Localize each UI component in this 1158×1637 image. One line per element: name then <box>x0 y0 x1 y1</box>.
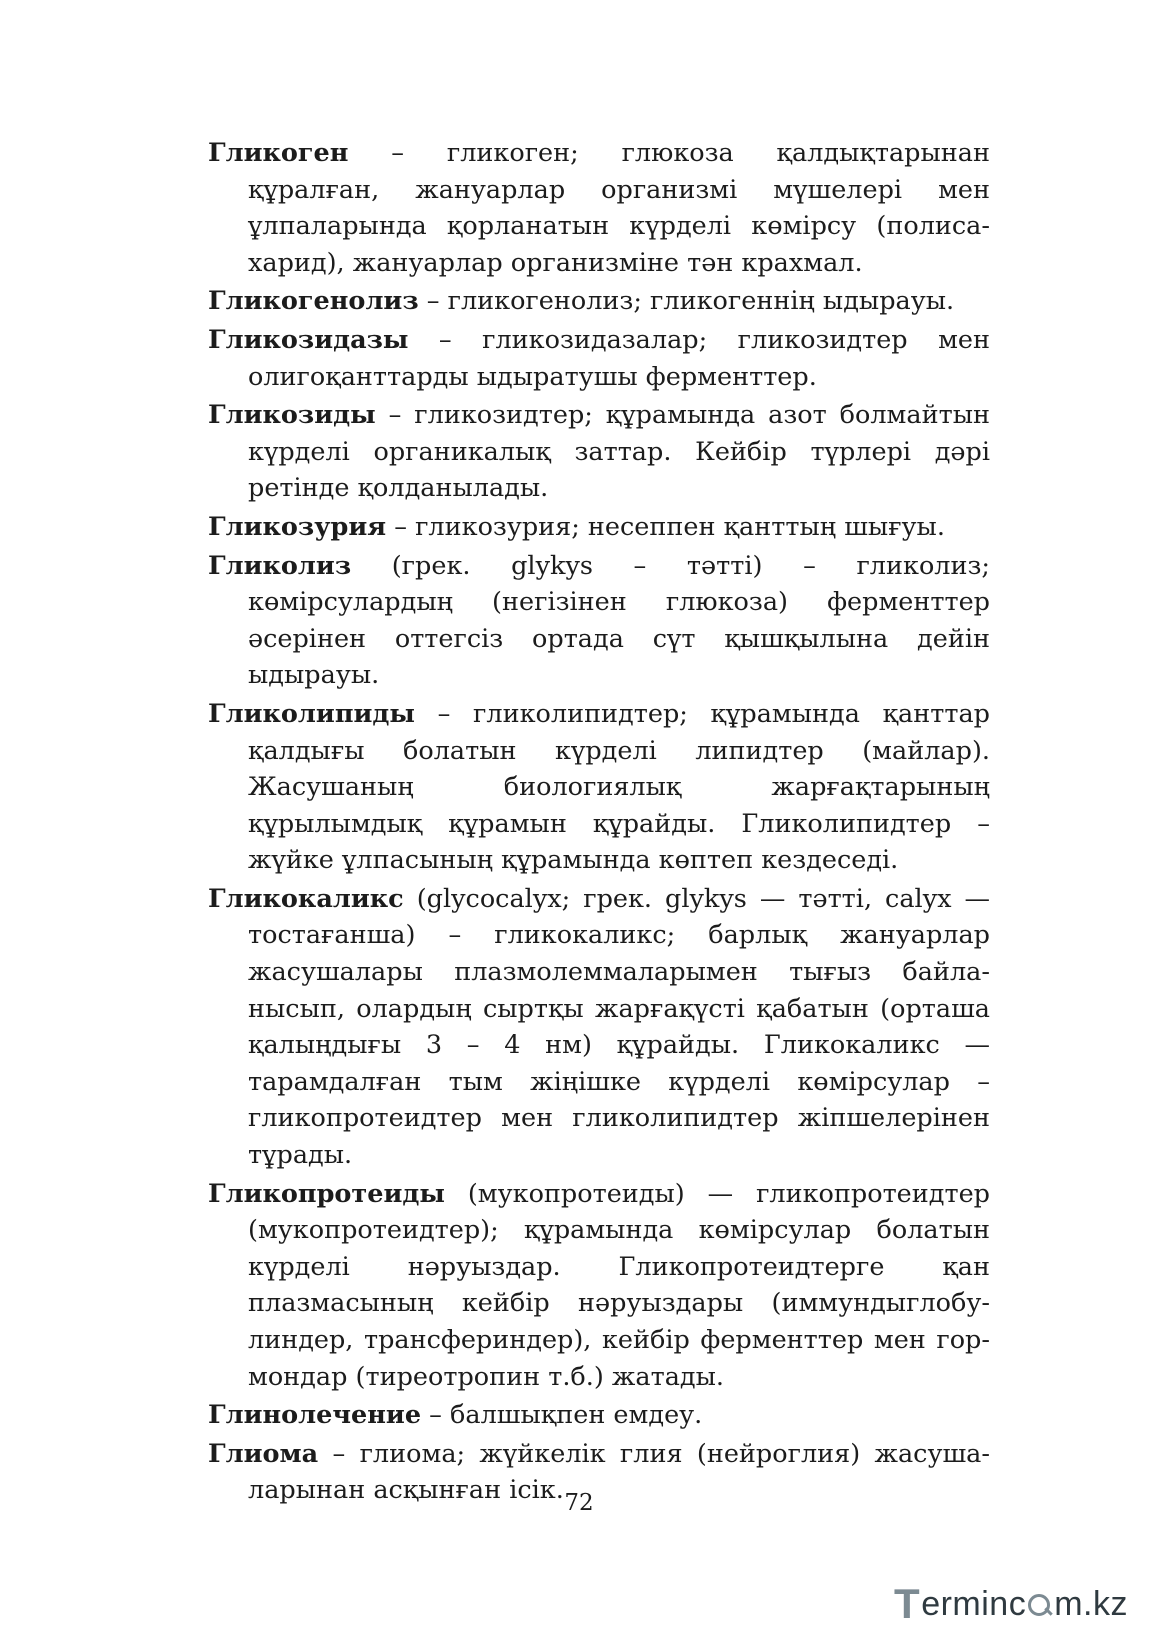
dictionary-entries <box>208 135 990 1511</box>
entry-term: Гликозиды <box>208 400 376 431</box>
entry-term: Гликозурия <box>208 511 387 542</box>
dictionary-entry <box>208 397 990 507</box>
entry-term: Глинолечение <box>208 1400 422 1431</box>
entry-definition: – гликозидазалар; гликозидтер мен олигоқанттарды ыдыратушы ферменттер. <box>248 324 990 392</box>
entry-definition: – гликолипидтер; құрамында қанттар қалдығы болатын күрделі липидтер (майлар). Жасушаның биологиялық жарғақтарының құрылымдық құрамын құрайды. Гликолипидтер – жүйке ұлпасының құрамында көптеп кездеседі. <box>248 698 990 876</box>
dictionary-entry <box>208 881 990 1174</box>
page-number: 72 <box>564 1490 594 1516</box>
entry-term: Глиома <box>208 1438 319 1469</box>
entry-definition: – гликогенолиз; гликогеннің ыдырауы. <box>418 286 955 317</box>
entry-definition: – балшықпен емдеу. <box>421 1400 703 1431</box>
magnifier-icon <box>1028 1592 1052 1616</box>
dictionary-entry <box>208 696 990 879</box>
entry-definition: (glycocalyx; грек. glykys — тәтті, calyx — тостағанша) – гликокаликс; барлық жануарлар жасушалары плазмолеммаларымен тығыз байланысып, олардың сыртқы жарғақүсті қабатын (орташа қалыңдығы 3 – 4 нм) құрайды. Гликокаликс — тарамдалған тым жіңішке күрделі көмірсулар – гликопротеидтер мен гликолипидтер жіпшелерінен тұрады. <box>248 883 990 1171</box>
entry-term: Гликозидазы <box>208 324 409 355</box>
entry-definition: (мукопротеиды) — гликопротеидтер (мукопротеидтер); құрамында көмірсулар болатын күрделі нәруыздар. Гликопротеидтерге қан плазмасының кейбір нәруыздары (иммундыглобулиндер, трансфериндер), кейбір ферменттер мен гормондар (тиреотропин т.б.) жатады. <box>248 1178 990 1392</box>
dictionary-entry <box>208 548 990 694</box>
entry-term: Гликогенолиз <box>208 286 419 317</box>
dictionary-entry <box>208 322 990 395</box>
dictionary-entry <box>208 135 990 281</box>
entry-definition: – гликозидтер; құрамында азот болмайтын күрделі органикалық заттар. Кейбір түрлері дәрі ретінде қолданылады. <box>248 400 990 504</box>
dictionary-entry <box>208 509 990 546</box>
entry-term: Гликопротеиды <box>208 1178 445 1209</box>
entry-term: Гликоген <box>208 138 349 168</box>
dictionary-entry <box>208 1397 990 1434</box>
entry-definition: – гликоген; глюкоза қалдықтарынан құралған, жануарлар организмі мүшелері мен ұлпаларында қорланатын күрделі көмірсу (полисахарид), жануарлар организміне тән крахмал. <box>248 138 990 278</box>
entry-definition: – гликозурия; несеппен қанттың шығуы. <box>386 511 945 542</box>
entry-term: Гликолипиды <box>208 698 415 729</box>
site-watermark-logo <box>894 1582 1128 1626</box>
watermark-middle-text: erminc <box>921 1584 1027 1623</box>
entry-definition: (грек. glykys – тәтті) – гликолиз; көмірсулардың (негізінен глюкоза) ферменттер әсерінен оттегсіз ортада сүт қышқылына дейін ыдырауы. <box>248 550 990 691</box>
entry-definition: – глиома; жүйкелік глия (нейроглия) жасушаларынан асқынған ісік. <box>248 1438 990 1506</box>
entry-term: Гликокаликс <box>208 883 404 914</box>
dictionary-entry <box>208 1176 990 1396</box>
entry-term: Гликолиз <box>208 550 352 581</box>
watermark-first-letter: T <box>894 1580 921 1627</box>
dictionary-entry <box>208 283 990 320</box>
watermark-end-text: m.kz <box>1054 1584 1128 1623</box>
